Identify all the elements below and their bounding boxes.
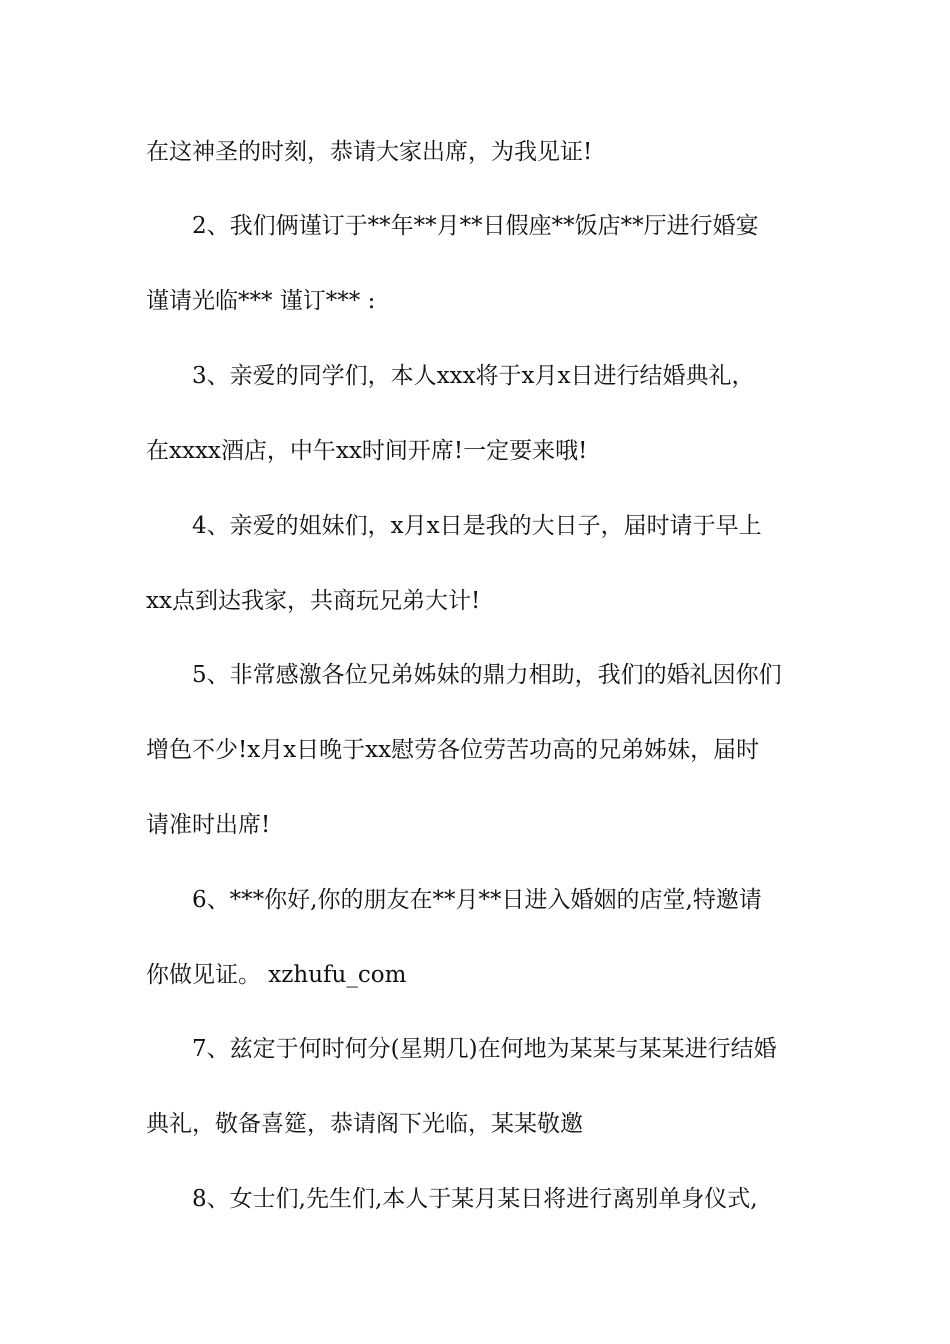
text-line: 5、非常感激各位兄弟姊妹的鼎力相助，我们的婚礼因你们 [192,662,782,688]
text-line: 谨请光临*** 谨订*** : [146,288,376,314]
text-line: 请准时出席! [146,812,271,838]
text-line: 3、亲爱的同学们，本人xxx将于x月x日进行结婚典礼， [192,363,755,389]
text-line: 在这神圣的时刻，恭请大家出席，为我见证! [146,139,593,165]
text-line: 你做见证。 xzhufu_com [146,962,407,988]
text-line: 4、亲爱的姐妹们，x月x日是我的大日子，届时请于早上 [192,513,762,539]
text-line: xx点到达我家，共商玩兄弟大计! [146,588,481,614]
text-line: 在xxxx酒店，中午xx时间开席!一定要来哦! [146,438,588,464]
text-line: 典礼，敬备喜筵，恭请阁下光临，某某敬邀 [146,1111,583,1137]
text-line: 增色不少!x月x日晚于xx慰劳各位劳苦功高的兄弟姊妹，届时 [146,737,760,763]
text-line: 7、兹定于何时何分(星期几)在何地为某某与某某进行结婚 [192,1036,777,1062]
text-line: 6、***你好,你的朋友在**月**日进入婚姻的店堂,特邀请 [192,887,762,913]
text-line: 2、我们俩谨订于**年**月**日假座**饭店**厅进行婚宴 [192,213,759,239]
text-line: 8、女士们,先生们,本人于某月某日将进行离别单身仪式, [192,1186,758,1212]
